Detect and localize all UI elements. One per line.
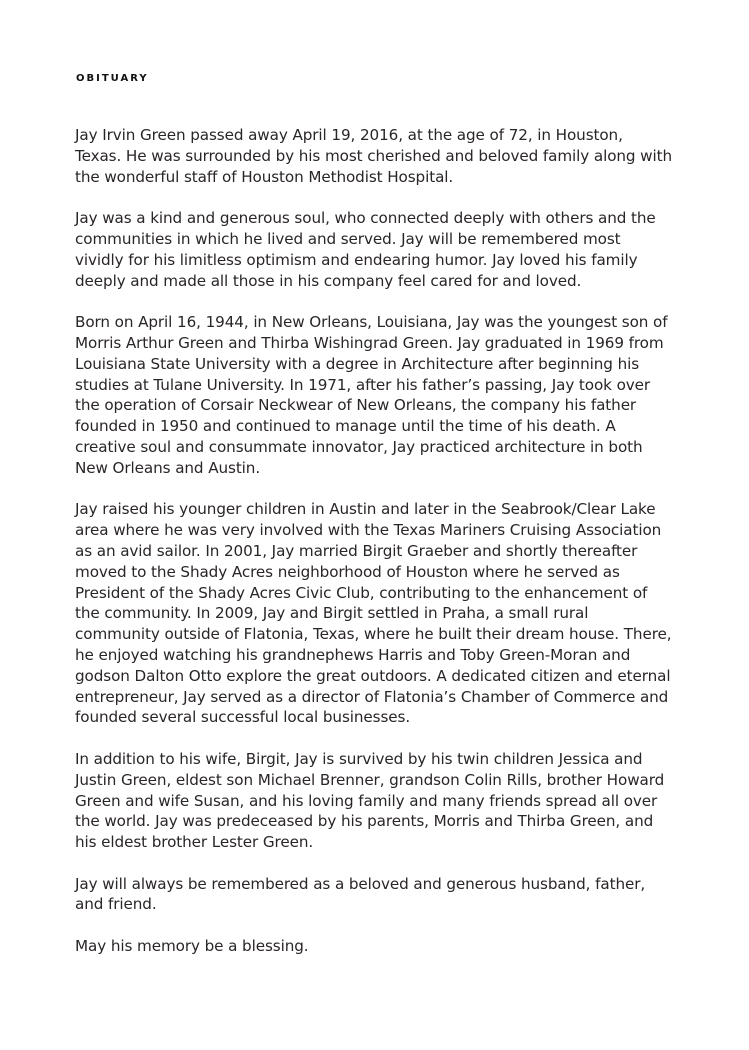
paragraph-later-life: Jay raised his younger children in Austin and later in the Seabrook/Clear Lake area where he was very involved with the Texas Mariners Cruising Association as an avid sailor. In 2001, Jay married Birgit Graeber and shortly thereafter moved to the Shady Acres neighborhood of Houston where he served as President of the Shady Acres Civic Club, contributing to the enhancement of the community. In 2009, Jay and Birgit settled in Praha, a small rural community outside of Flatonia, Texas, where he built their dream house. There, he enjoyed watching his grandnephews Harris and Toby Green-Moran and godson Dalton Otto explore the great outdoors. A dedicated citizen and eternal entrepreneur, Jay served as a director of Flatonia’s Chamber of Commerce and founded several successful local businesses. (75, 500, 672, 727)
paragraph-character: Jay was a kind and generous soul, who connected deeply with others and the communities in which he lived and served. Jay will be remembered most vividly for his limitless optimism and endearing humor. Jay loved his family deeply and made all those in his company feel cared for and loved. (75, 209, 656, 290)
obituary-body (75, 125, 673, 978)
section-label: OBITUARY (76, 73, 149, 84)
paragraph-survivors: In addition to his wife, Birgit, Jay is survived by his twin children Jessica and Justin Green, eldest son Michael Brenner, grandson Colin Rills, brother Howard Green and wife Susan, and his loving family and many friends spread all over the world. Jay was predeceased by his parents, Morris and Thirba Green, and his eldest brother Lester Green. (75, 749, 665, 852)
paragraph-remembrance: Jay will always be remembered as a beloved and generous husband, father, and friend. (75, 874, 646, 914)
paragraph-death-notice: Jay Irvin Green passed away April 19, 2016, at the age of 72, in Houston, Texas. He was surrounded by his most cherished and beloved family along with the wonderful staff of Houston Methodist Hospital. (75, 126, 673, 186)
paragraph-early-life: Born on April 16, 1944, in New Orleans, Louisiana, Jay was the youngest son of Morris Arthur Green and Thirba Wishingrad Green. Jay graduated in 1969 from Louisiana State University with a degree in Architecture after beginning his studies at Tulane University. In 1971, after his father’s passing, Jay took over the operation of Corsair Neckwear of New Orleans, the company his father founded in 1950 and continued to manage until the time of his death. A creative soul and consummate innovator, Jay practiced architecture in both New Orleans and Austin. (75, 313, 668, 477)
paragraph-closing: May his memory be a blessing. (75, 937, 309, 956)
